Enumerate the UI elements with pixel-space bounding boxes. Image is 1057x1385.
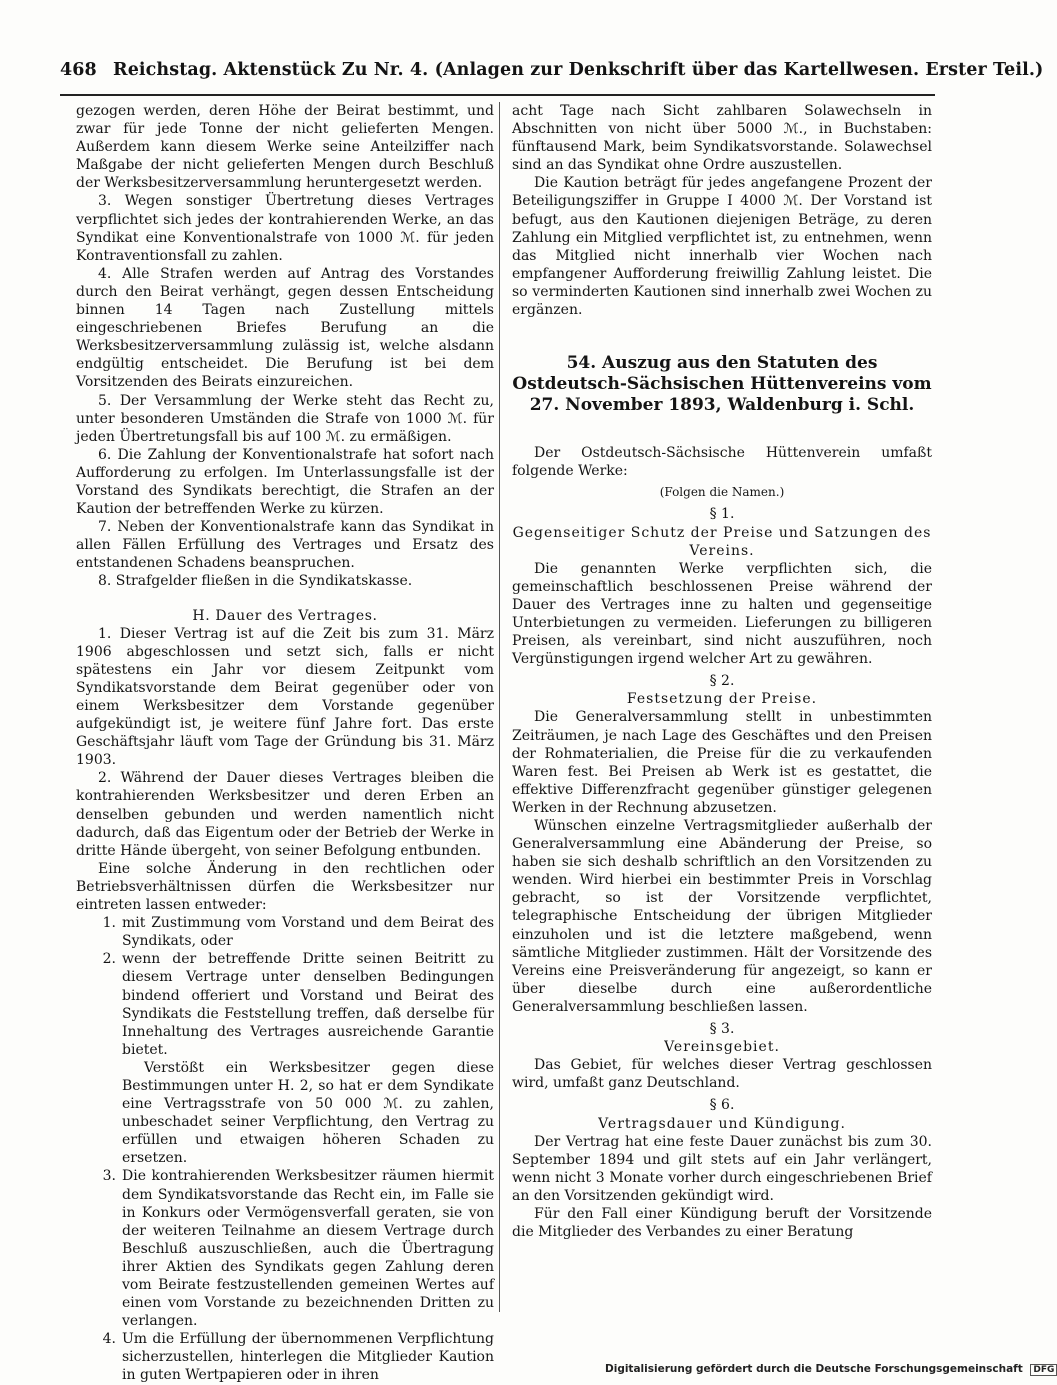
list-item xyxy=(76,1330,494,1384)
section-title: Vertragsdauer und Kündigung. xyxy=(598,1115,846,1132)
list-number: 3. xyxy=(102,1168,116,1185)
paragraph: Die Generalversammlung stellt in unbestimmten Zeiträumen, je nach Lage des Geschäftes und den Preisen der Rohmaterialien, die Preise für die zu verkaufenden Waren fest. Bei Preisen ab Werk ist es gestattet, die effektive Differenzfracht gegenüber günstiger gelegenen Werken in der Rechnung abzusetzen. xyxy=(512,709,932,816)
list-item xyxy=(76,950,494,1059)
list-item xyxy=(76,1167,494,1330)
paragraph: 4. Alle Strafen werden auf Antrag des Vorstandes durch den Beirat verhängt, gegen dessen Entscheidung binnen 14 Tagen nach Zustellung mittels eingeschriebenen Briefes Berufung an die Werksbesitzerversammlung zulässig ist, welche alsdann endgültig entscheidet. Die Berufung ist bei dem Vorsitzenden des Beirats einzureichen. xyxy=(76,265,494,391)
paragraph: Der Vertrag hat eine feste Dauer zunächst bis zum 30. September 1894 und gilt stets auf ein Jahr verlängert, wenn nicht 3 Monate vorher durch eingeschriebenen Brief an den Vorsitzenden gekündigt wird. xyxy=(512,1133,932,1204)
section-sign: § 3. xyxy=(709,1021,735,1038)
paragraph: Die Kaution beträgt für jedes angefangene Prozent der Beteiligungsziffer in Gruppe I 4000 ℳ. Der Vorstand ist befugt, aus den Kautionen diejenigen Beträge, zu deren Zahlung ein Mitglied verpflichtet ist, zu entnehmen, wenn das Mitglied nicht innerhalb vier Wochen nach empfangener Aufforderung freiwillig Zahlung leistet. Die so verminderten Kautionen sind innerhalb zwei Wochen zu ergänzen. xyxy=(512,175,932,319)
paragraph: Für den Fall einer Kündigung beruft der Vorsitzende die Mitglieder des Verbandes zu einer Beratung xyxy=(512,1205,932,1241)
paragraph: Das Gebiet, für welches dieser Vertrag geschlossen wird, umfaßt ganz Deutschland. xyxy=(512,1057,932,1092)
paragraph: 7. Neben der Konventionalstrafe kann das Syndikat in allen Fällen Erfüllung des Vertrages und Ersatz des entstandenen Schadens beanspruchen. xyxy=(76,519,494,572)
section-title: Gegenseitiger Schutz der Preise und Satzungen des Vereins. xyxy=(512,524,932,559)
paragraph: Wünschen einzelne Vertragsmitglieder außerhalb der Generalversammlung eine Abänderung der Preise, so haben sie sich deshalb schriftlich an den Vorsitzenden zu wenden. Wird hierbei ein bestimmter Preis in Vorschlag gebracht, so ist der Vorsitzende verpflichtet, telegraphische Entscheidung der übrigen Mitglieder einzuholen und ist die letztere maßgebend, wenn sämtliche Mitglieder zustimmen. Hält der Vorsitzende des Vereins eine Preisveränderung für angezeigt, so kann er über dieselbe durch eine außerordentliche Generalversammlung beschließen lassen. xyxy=(512,818,932,1015)
paragraph: 2. Während der Dauer dieses Vertrages bleiben die kontrahierenden Werksbesitzer und deren Erben an denselben gebunden und werden namentlich nicht dadurch, daß das Eigentum oder der Betrieb der Werke in dritte Hände übergeht, von seiner Befolgung entbunden. xyxy=(76,770,494,859)
paragraph: Verstößt ein Werksbesitzer gegen diese Bestimmungen unter H. 2, so hat er dem Syndikate eine Vertragsstrafe von 50 000 ℳ. zu zahlen, unbeschadet seiner Verpflichtung, den Vertrag zu erfüllen und etwaigen höheren Schaden zu ersetzen. xyxy=(122,1059,494,1167)
section-title: Vereinsgebiet. xyxy=(664,1039,780,1056)
paragraph: 1. Dieser Vertrag ist auf die Zeit bis zum 31. März 1906 abgeschlossen und setzt sich, falls er nicht spätestens ein Jahr vor diesem Zeitpunkt vom Syndikatsvorstande dem Beirat gegenüber oder von einem Werksbesitzer dem Vorstande gegenüber aufgekündigt ist, je weitere fünf Jahre fort. Das erste Geschäftsjahr läuft vom Tage der Gründung bis 31. März 1903. xyxy=(76,625,494,769)
list-text: wenn der betreffende Dritte seinen Beitritt zu diesem Vertrage unter denselben Bedingungen bindend offeriert und Vorstand und Beirat des Syndikats die Feststellung treffen, daß derselbe für Innehaltung des Vertrages ausreichende Garantie bietet. xyxy=(122,951,494,1058)
page-header xyxy=(60,60,1044,80)
header-rule xyxy=(60,94,935,96)
section-title: Festsetzung der Preise. xyxy=(626,691,818,708)
page-number: 468 xyxy=(60,60,97,80)
list-number: 2. xyxy=(102,951,116,968)
footer-text: Digitalisierung gefördert durch die Deutsche Forschungsgemeinschaft xyxy=(605,1363,1023,1375)
paragraph: 3. Wegen sonstiger Übertretung dieses Vertrages verpflichtet sich jedes der kontrahierenden Werke, an das Syndikat eine Konventionalstrafe von 1000 ℳ. für jeden Kontraventionsfall zu zahlen. xyxy=(76,193,494,264)
list-item xyxy=(76,914,494,950)
right-column xyxy=(512,102,932,1241)
section-sign: § 1. xyxy=(709,506,735,523)
paragraph: acht Tage nach Sicht zahlbaren Solawechseln in Abschnitten von nicht über 5000 ℳ., in Buchstaben: fünftausend Mark, beim Syndikatsvorstande. Solawechsel sind an das Syndikat ohne Ordre auszustellen. xyxy=(512,103,932,174)
paragraph: 5. Der Versammlung der Werke steht das Recht zu, unter besonderen Umständen die Strafe von 1000 ℳ. für jeden Übertretungsfall bis auf 100 ℳ. zu ermäßigen. xyxy=(76,392,494,445)
left-column xyxy=(76,102,494,1385)
names-note: (Folgen die Namen.) xyxy=(659,485,785,500)
paragraph: Eine solche Änderung in den rechtlichen oder Betriebsverhältnissen dürfen die Werksbesitzer nur eintreten lassen entweder: xyxy=(76,860,494,914)
statute-title: 54. Auszug aus den Statuten des Ostdeutsch-Sächsischen Hüttenvereins vom 27. November 1893, Waldenburg i. Schl. xyxy=(512,353,932,416)
list-text: mit Zustimmung vom Vorstand und dem Beirat des Syndikats, oder xyxy=(122,915,494,950)
paragraph: 6. Die Zahlung der Konventionalstrafe hat sofort nach Aufforderung zu erfolgen. Im Unterlassungsfalle ist der Vorstand des Syndikats berechtigt, die Strafen an der Kaution der betreffenden Werke zu kürzen. xyxy=(76,446,494,518)
list-number: 4. xyxy=(102,1331,116,1348)
paragraph: gezogen werden, deren Höhe der Beirat bestimmt, und zwar für jede Tonne der nicht gelieferten Mengen. Außerdem kann diesem Werke seine Anteilziffer nach Maßgabe der nicht gelieferten Mengen durch Beschluß der Werksbesitzerversammlung heruntergesetzt werden. xyxy=(76,103,494,192)
section-sign: § 2. xyxy=(709,673,735,690)
list-number: 1. xyxy=(102,915,116,932)
column-divider xyxy=(499,102,500,1312)
paragraph: Die genannten Werke verpflichten sich, die gemeinschaftlich beschlossenen Preise während der Dauer des Vertrages inne zu halten und gegenseitige Unterbietungen zu vermeiden. Lieferungen zu billigeren Preisen, als vereinbart, sind nicht auszuführen, noch Vergünstigungen irgend welcher Art zu gewähren. xyxy=(512,560,932,668)
section-sign: § 6. xyxy=(709,1097,735,1114)
footer-credit xyxy=(605,1363,1055,1376)
paragraph: Der Ostdeutsch-Sächsische Hüttenverein umfaßt folgende Werke: xyxy=(512,445,932,480)
paragraph: 8. Strafgelder fließen in die Syndikatskasse. xyxy=(98,573,413,590)
list-text: Um die Erfüllung der übernommenen Verpflichtung sicherzustellen, hinterlegen die Mitglieder Kaution in guten Wertpapieren oder in ihren xyxy=(122,1331,494,1384)
dfg-logo: DFG xyxy=(1030,1364,1057,1376)
header-title: Reichstag. Aktenstück Zu Nr. 4. (Anlagen zur Denkschrift über das Kartellwesen. Erster Teil.) xyxy=(113,60,1044,80)
list-text: Die kontrahierenden Werksbesitzer räumen hiermit dem Syndikatsvorstande das Recht ein, im Falle sie in Konkurs oder Vermögensverfall geraten, sie von der weiteren Teilnahme an diesem Vertrage durch Beschluß auszuschließen, auch die Übertragung ihrer Aktien des Syndikats gegen Zahlung deren vom Beirate festzustellenden gemeinen Wertes auf einen vom Vorstande zu bezeichnenden Dritten zu verlangen. xyxy=(122,1168,494,1330)
section-heading: H. Dauer des Vertrages. xyxy=(192,607,378,624)
